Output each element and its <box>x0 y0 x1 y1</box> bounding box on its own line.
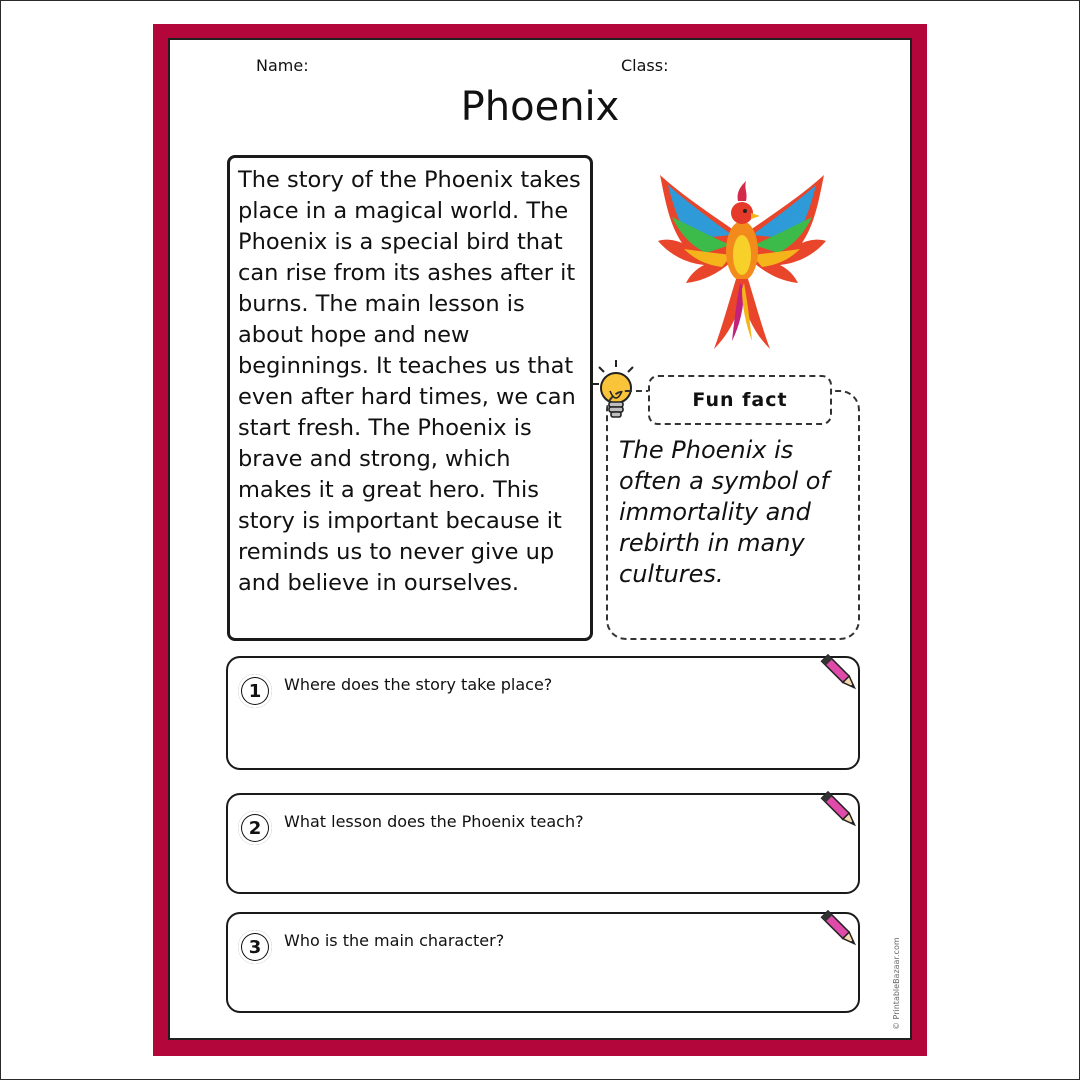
fun-fact-text: The Phoenix is often a symbol of immortality and rebirth in many cultures. <box>619 436 829 588</box>
question-1-number-badge <box>238 674 272 708</box>
story-text: The story of the Phoenix takes place in a magical world. The Phoenix is a special bird that can rise from its ashes after it burns. The main lesson is about hope and new beginnings. It teaches us that even after hard times, we can start fresh. The Phoenix is brave and strong, which makes it a great hero. This story is important because it reminds us to never give up and believe in ourselves. <box>238 167 581 596</box>
phoenix-illustration <box>652 155 832 355</box>
question-2-text: What lesson does the Phoenix teach? <box>284 812 584 831</box>
page-title: Phoenix <box>460 84 620 130</box>
question-3-text: Who is the main character? <box>284 931 505 950</box>
question-2-number-badge <box>238 811 272 845</box>
fun-fact-label: Fun fact <box>648 375 832 425</box>
credit-text: © PrintableBazaar.com <box>892 937 901 1030</box>
story-box <box>227 155 593 641</box>
question-1-text: Where does the story take place? <box>284 675 553 694</box>
name-label: Name: <box>256 56 309 75</box>
pencil-icon <box>816 787 864 835</box>
question-2-number: 2 <box>242 815 268 841</box>
question-3-box[interactable] <box>226 912 860 1013</box>
question-3-number: 3 <box>242 934 268 960</box>
question-1-number: 1 <box>242 678 268 704</box>
pencil-icon <box>816 906 864 954</box>
class-label: Class: <box>621 56 669 75</box>
pencil-icon <box>816 650 864 698</box>
question-3-number-badge <box>238 930 272 964</box>
question-2-box[interactable] <box>226 793 860 894</box>
question-1-box[interactable] <box>226 656 860 770</box>
